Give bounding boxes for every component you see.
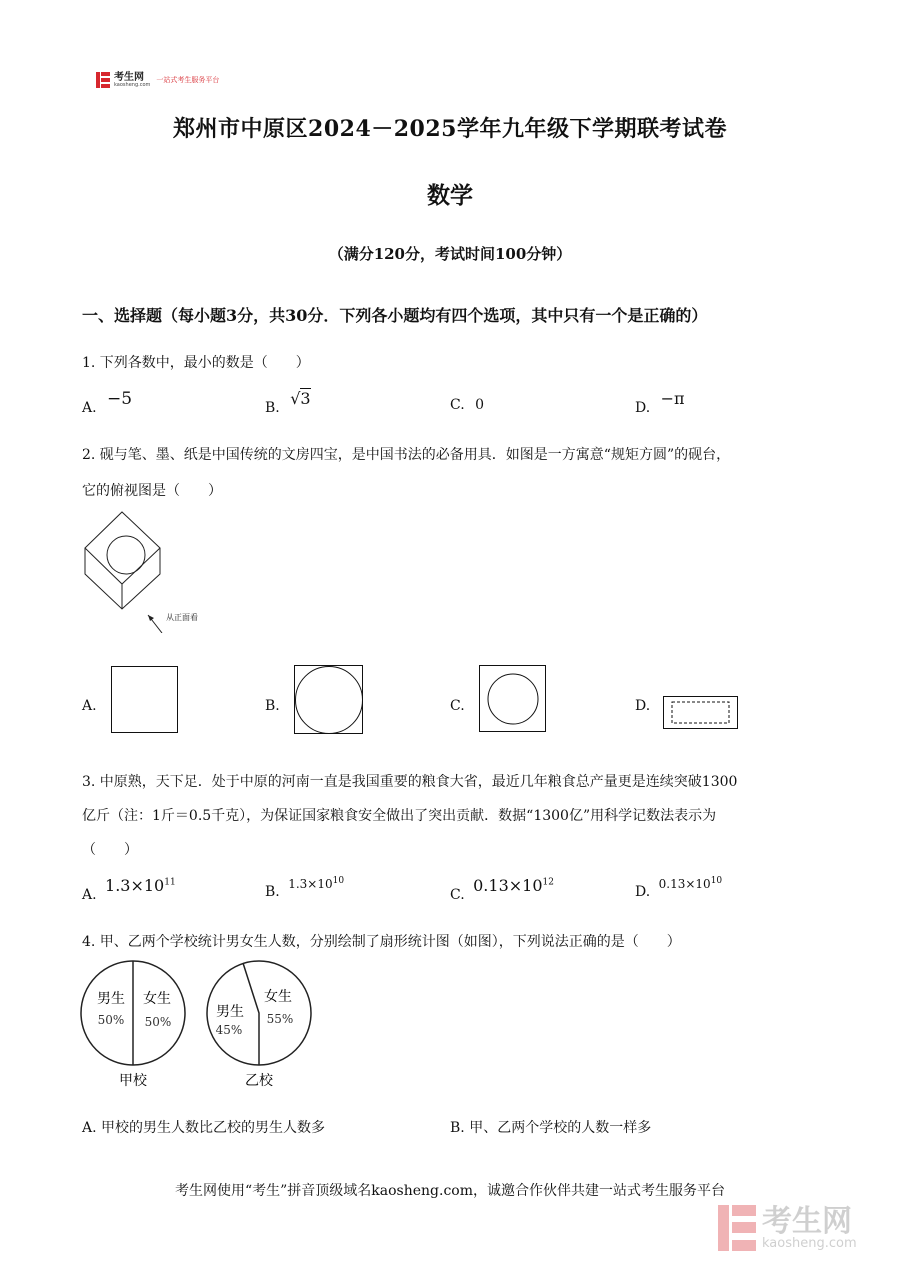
q3-stem-line2: 亿斤（注：1斤＝0.5千克），为保证国家粮食安全做出了突出贡献．数据“1300亿”用科学记数法表示为 bbox=[82, 808, 717, 824]
logo-domain: kaosheng.com bbox=[114, 81, 151, 88]
q3-option-c: C. $0.13\times 10^{12}$ bbox=[450, 876, 554, 903]
q1-stem: 1. 下列各数中，最小的数是（ ） bbox=[82, 355, 310, 371]
q2-stem-line2: 它的俯视图是（ ） bbox=[82, 483, 222, 499]
q3-stem-line3: （ ） bbox=[82, 842, 138, 858]
q2-option-d-figure bbox=[663, 696, 739, 730]
pie-b-left-label: 男生 bbox=[216, 1004, 244, 1020]
q4-option-a: A. 甲校的男生人数比乙校的男生人数多 bbox=[82, 1120, 326, 1136]
q1-option-a: A. −5 bbox=[82, 389, 133, 416]
pie-chart-school-b bbox=[204, 958, 314, 1093]
pie-b-right-label: 女生 bbox=[264, 989, 292, 1005]
q4-stem: 4. 甲、乙两个学校统计男女生人数，分别绘制了扇形统计图（如图），下列说法正确的是（ ） bbox=[82, 934, 681, 950]
pie-chart-school-a bbox=[78, 958, 188, 1093]
pie-b-right-pct: 55% bbox=[266, 1012, 294, 1026]
pie-b-divider bbox=[243, 963, 259, 1065]
watermark-icon bbox=[718, 1205, 756, 1251]
exam-info: （满分120分，考试时间100分钟） bbox=[328, 245, 572, 263]
q1-option-b: B. √3 bbox=[265, 389, 311, 416]
section-heading: 一、选择题（每小题3分，共30分．下列各小题均有四个选项，其中只有一个是正确的） bbox=[82, 306, 708, 325]
q2-option-b-label: B. bbox=[265, 698, 280, 714]
q3-stem-line1: 3. 中原熟，天下足．处于中原的河南一直是我国重要的粮食大省，最近几年粮食总产量更是连续突破1300 bbox=[82, 774, 738, 790]
pie-a-right-label: 女生 bbox=[143, 991, 171, 1007]
header-logo bbox=[96, 72, 219, 88]
inkstone-figure bbox=[80, 508, 220, 633]
q2-option-a-label: A. bbox=[82, 698, 97, 714]
logo-name: 考生网 bbox=[114, 71, 144, 83]
q2-option-c-figure bbox=[479, 665, 547, 733]
pie-b-left-pct: 45% bbox=[215, 1023, 243, 1037]
footer-text: 考生网使用“考生”拼音顶级域名kaosheng.com，诚邀合作伙伴共建一站式考生服务平台 bbox=[174, 1183, 726, 1199]
pie-b-title: 乙校 bbox=[245, 1073, 273, 1089]
q2-option-b-figure bbox=[294, 665, 364, 735]
q1-option-c: C. 0 bbox=[450, 397, 485, 413]
q2-option-d-label: D. bbox=[635, 698, 651, 714]
inkstone-well bbox=[107, 536, 145, 574]
q1-option-d: D. −π bbox=[635, 389, 685, 416]
watermark-name: 考生网 bbox=[762, 1203, 852, 1239]
view-label: 从正面看 bbox=[166, 613, 198, 622]
pie-a-right-pct: 50% bbox=[144, 1015, 172, 1029]
watermark-logo bbox=[718, 1205, 857, 1251]
logo-icon bbox=[96, 72, 110, 88]
page-title: 郑州市中原区2024－2025学年九年级下学期联考试卷 bbox=[173, 116, 727, 142]
logo-slogan: 一站式考生服务平台 bbox=[156, 76, 220, 84]
q2-stem-line1: 2. 砚与笔、墨、纸是中国传统的文房四宝，是中国书法的必备用具．如图是一方寓意“规矩方圆”的砚台， bbox=[82, 447, 731, 463]
pie-a-title: 甲校 bbox=[119, 1073, 147, 1089]
pie-a-left-label: 男生 bbox=[97, 991, 125, 1007]
q3-option-d: D. $0.13\times 10^{10}$ bbox=[635, 876, 723, 900]
q3-option-a: A. $1.3\times 10^{11}$ bbox=[82, 876, 176, 903]
pie-a-left-pct: 50% bbox=[97, 1013, 125, 1027]
subject-title: 数学 bbox=[427, 182, 473, 209]
watermark-domain: kaosheng.com bbox=[762, 1235, 857, 1251]
q3-option-b: B. $1.3\times 10^{10}$ bbox=[265, 876, 345, 900]
q2-option-c-label: C. bbox=[450, 698, 465, 714]
q2-option-a-figure bbox=[111, 666, 179, 734]
q4-option-b: B. 甲、乙两个学校的人数一样多 bbox=[450, 1120, 652, 1136]
